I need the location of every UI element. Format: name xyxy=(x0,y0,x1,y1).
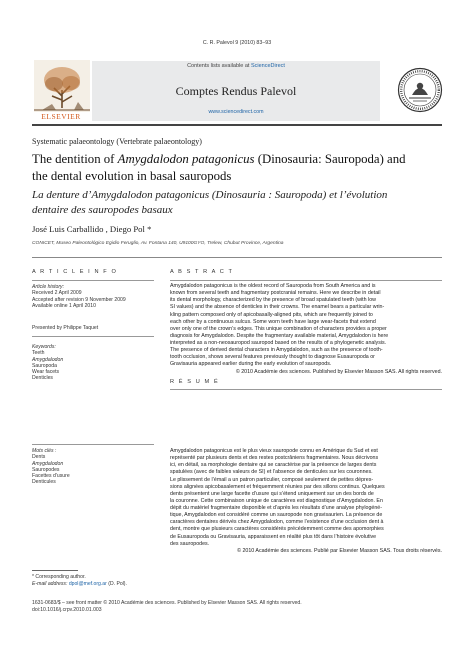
motcle: Facettes d’usure xyxy=(32,473,70,480)
resume-line: représenté par plusieurs dents et des restes postcrâniens fragmentaires. Nous décrivons xyxy=(170,455,379,462)
motscles-label: Mots clés : xyxy=(32,448,57,454)
article-info-heading: A R T I C L E I N F O xyxy=(32,269,118,275)
title-rule xyxy=(32,257,442,258)
motscles-rule xyxy=(32,444,154,445)
footnote-rule xyxy=(32,570,78,571)
email-suffix: (D. Pol). xyxy=(106,581,127,587)
abstract-line: interpreted as a non-neosauropod sauropod based on the results of a phylogenetic analysis. xyxy=(170,340,387,346)
email-link[interactable]: dpol@mef.org.ar xyxy=(68,581,107,587)
abstract-line: known from several teeth and fragmentary postcranial remains. Here we describe in detail xyxy=(170,290,381,297)
abstract-line: each other by a continuous sulcus. Some worn teeth have large wear-facets that extend xyxy=(170,318,376,325)
journal-name: Comptes Rendus Palevol xyxy=(175,84,297,98)
elsevier-tree-logo xyxy=(34,60,90,120)
title-en-prefix: The dentition of xyxy=(32,152,118,166)
article-title-en xyxy=(32,151,448,185)
resume-line: ici, en détail, sa morphologie dentaire qui se caractérise par la présence de larges dents xyxy=(170,462,377,469)
history-label: Article history: xyxy=(32,284,64,290)
corresponding-label: * Corresponding author. xyxy=(32,574,86,580)
abstract-heading: A B S T R A C T xyxy=(170,269,234,275)
resume-line: dent, montre que plusieurs caractères considérés précédemment comme des apomorphies xyxy=(170,526,384,533)
motscles-block xyxy=(32,448,154,486)
email-label: E-mail address: xyxy=(32,581,69,587)
resume-line: des sauropodes. xyxy=(170,540,210,547)
article-info-rule xyxy=(32,280,154,281)
keyword: Sauropoda xyxy=(32,362,57,369)
abstract-line: over only one of the crown’s edges. This unique combination of characters provides a proper xyxy=(170,325,387,332)
email-line xyxy=(32,581,127,588)
doi-link[interactable]: doi:10.1016/j.crpv.2010.01.003 xyxy=(32,607,102,613)
abstract-line: tooth occlusion, shows several features previously thought to diagnose Eusauropoda or xyxy=(170,354,375,361)
keyword: Teeth xyxy=(32,350,45,357)
resume-line: spatulées (avec de faibles valeurs de SI) et l’absence de denticules sur les couronnes. xyxy=(170,469,373,476)
title-en-genus: Amygdalodon patagonicus xyxy=(117,152,255,166)
resume-copyright: © 2010 Académie des sciences. Publié par Elsevier Masson SAS. Tous droits réservés. xyxy=(237,547,442,554)
motcle: Denticules xyxy=(32,479,56,486)
abstract-line: The presence of derived dental characters in Amygdalodon, such as the presence of tooth- xyxy=(170,347,383,354)
resume-line: Amygdalodon patagonicus est le plus vieux sauropode connu en Amérique du Sud et est xyxy=(170,448,378,454)
abstract-rule xyxy=(170,280,442,281)
journal-citation: C. R. Palevol 9 (2010) 83–93 xyxy=(202,40,272,46)
history-received: Received 2 April 2009 xyxy=(32,290,82,297)
contents-prefix: Contents lists available at xyxy=(187,63,251,69)
front-matter-info xyxy=(32,600,302,614)
elsevier-wordmark: ELSEVIER xyxy=(41,112,81,121)
motcle: Dents xyxy=(32,454,46,461)
presented-by: Presented by Philippe Taquet xyxy=(32,325,99,331)
homepage-link[interactable]: www.sciencedirect.com xyxy=(208,109,264,115)
resume-line: la couronne. Cette combinaison unique de caractères est diagnostique d’Amygdalodon. En xyxy=(170,497,383,504)
presented-rule xyxy=(32,336,154,337)
motcle: Amygdalodon xyxy=(32,460,64,467)
history-online: Available online 1 April 2010 xyxy=(32,302,96,309)
resume-text xyxy=(170,448,442,555)
resume-line: de Eusauropoda ou Gravisauria, apparaissent en réalité plus tôt dans l’histoire évolutive xyxy=(170,533,377,540)
title-en-mid: (Dinosauria: Sauropoda) and xyxy=(254,152,406,166)
abstract-line: Gravisauria appeared earlier during the early evolution of sauropods. xyxy=(170,361,332,368)
title-en-line2: the dental evolution in basal sauropods xyxy=(32,169,232,183)
header-rule xyxy=(32,124,442,126)
abstract-line: Amygdalodon patagonicus is the oldest record of Sauropoda from South America and is xyxy=(170,283,376,289)
title-fr-line2: dentaire des sauropodes basaux xyxy=(32,204,173,216)
issn-line: 1631-0683/$ – see front matter © 2010 Académie des sciences. Published by Elsevier Masson SAS. All rights reserved. xyxy=(32,600,302,606)
abstract-line: kling pattern composed only of apicobasally-aligned pits, which are frequently joined to xyxy=(170,311,373,318)
abstract-line: diagnosis for Amygdalodon. Despite the fragmentary available material, Amygdalodon is here xyxy=(170,332,389,339)
sciencedirect-link[interactable]: ScienceDirect xyxy=(250,63,285,69)
keyword: Wear facets xyxy=(32,369,60,376)
resume-rule xyxy=(170,389,442,390)
motcle: Sauropodes xyxy=(32,466,60,473)
resume-line: dépit du matériel fragmentaire disponible et d’après les résultats d’une analyse phylogéné- xyxy=(170,505,383,511)
abstract-copyright: © 2010 Académie des sciences. Published by Elsevier Masson SAS. All rights reserved. xyxy=(235,368,442,375)
keyword: Denticles xyxy=(32,375,53,382)
section-type: Systematic palaeontology (Vertebrate palaeontology) xyxy=(32,137,202,146)
abstract-line: its dental morphology, characterized by the presence of broad spatulated teeth (with low xyxy=(170,297,377,304)
resume-line: Le plissement de l’émail a un patron particulier, composé seulement de petites dépres- xyxy=(170,476,374,483)
contents-available-line xyxy=(92,63,380,69)
authors: José Luis Carballido , Diego Pol * xyxy=(32,224,152,234)
academie-seal-icon xyxy=(397,67,443,113)
journal-homepage xyxy=(92,109,380,115)
title-fr-line1: La denture d’Amygdalodon patagonicus (Dinosauria : Sauropoda) et l’évolution xyxy=(32,189,388,201)
resume-line: caractères dentaires dérivés chez Amygdalodon, comme l’existence d’une occlusion dent à xyxy=(170,519,384,526)
keywords-block xyxy=(32,344,154,382)
abstract-text xyxy=(170,283,442,376)
resume-line: dents présentent une large facette d’usure qui s’étend uniquement sur un des bords de xyxy=(170,490,374,497)
abstract-line: SI values) and the absence of denticles in their crowns. The enamel bears a particular wrin- xyxy=(170,304,385,311)
resume-heading: R É S U M É xyxy=(170,379,220,385)
keyword: Amygdalodon xyxy=(32,356,64,363)
resume-line: tique, Amygdalodon est considéré comme un sauropode non gravisaurien. La présence de xyxy=(170,512,383,519)
keywords-label: Keywords: xyxy=(32,344,56,350)
article-title-fr xyxy=(32,188,444,218)
affiliation: CONICET, Museo Paleontológico Egidio Feruglio, Av. Fontana 140, U9100GYO, Trelew, Chubut Province, Argentina xyxy=(32,241,284,246)
corresponding-author-note xyxy=(32,574,127,588)
history-accepted: Accepted after revision 9 November 2009 xyxy=(32,296,126,303)
article-history xyxy=(32,284,154,309)
resume-line: sions alignées apicobasalement et fréquemment réunies par des sillons continus. Quelques xyxy=(170,483,385,490)
